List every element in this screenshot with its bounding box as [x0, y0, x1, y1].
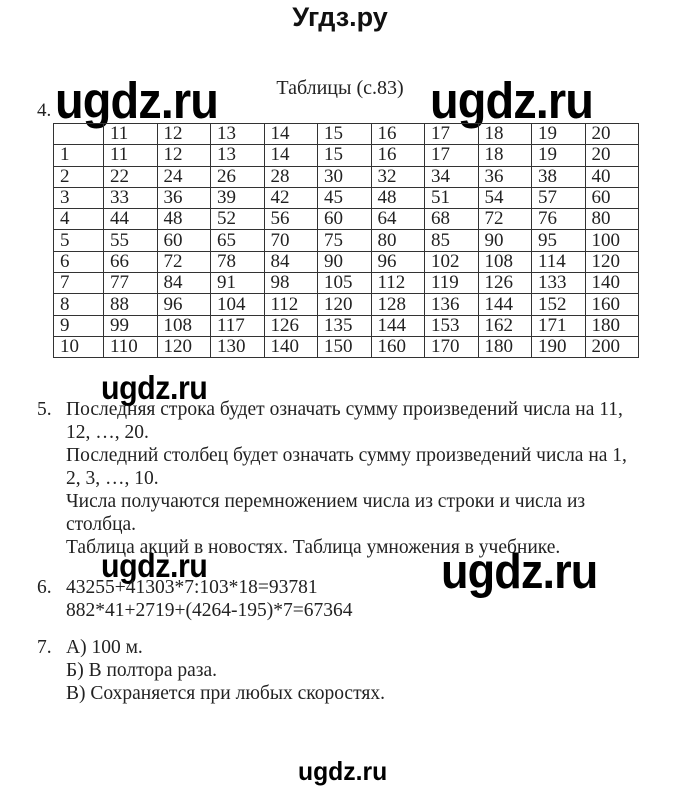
table-cell: 78: [211, 251, 265, 272]
table-row: [54, 209, 639, 230]
table-cell: 110: [104, 336, 158, 357]
table-header-row: [54, 124, 639, 145]
table-cell: 117: [211, 315, 265, 336]
watermark: ugdz.ru: [430, 72, 593, 129]
table-cell: 55: [104, 230, 158, 251]
row-label-cell: [54, 124, 104, 145]
task-5-line: Последний столбец будет означать сумму произведений числа на 1,: [66, 445, 627, 466]
table-row: [54, 273, 639, 294]
table-row: [54, 145, 639, 166]
table-cell: 57: [532, 187, 586, 208]
table-cell: 48: [157, 209, 211, 230]
row-label-cell: 10: [54, 336, 104, 357]
row-label-cell: 7: [54, 273, 104, 294]
table-cell: 16: [371, 145, 425, 166]
table-cell: 11: [104, 145, 158, 166]
row-label-cell: 8: [54, 294, 104, 315]
table-cell: 150: [318, 336, 372, 357]
table-cell: 60: [157, 230, 211, 251]
table-cell: 128: [371, 294, 425, 315]
watermark-footer: ugdz.ru: [298, 756, 388, 786]
table-cell: 100: [585, 230, 639, 251]
watermark: ugdz.ru: [101, 547, 208, 584]
task-5-line: Последняя строка будет означать сумму произведений числа на 11,: [66, 399, 623, 420]
table-cell: 66: [104, 251, 158, 272]
table-cell: 34: [425, 166, 479, 187]
task-4-number: 4.: [37, 100, 52, 121]
task-6-line: 43255+41303*7:103*18=93781: [66, 577, 318, 598]
table-cell: 135: [318, 315, 372, 336]
table-cell: 162: [478, 315, 532, 336]
multiplication-table: [53, 123, 639, 358]
table-cell: 72: [478, 209, 532, 230]
task-6-number: 6.: [37, 577, 52, 598]
table-row: [54, 294, 639, 315]
table-cell: 170: [425, 336, 479, 357]
section-title: Таблицы (с.83): [276, 77, 404, 99]
watermark: ugdz.ru: [55, 72, 218, 129]
table-cell: 105: [318, 273, 372, 294]
table-cell: 39: [211, 187, 265, 208]
table-cell: 26: [211, 166, 265, 187]
row-label-cell: 5: [54, 230, 104, 251]
table-cell: 15: [318, 124, 372, 145]
table-cell: 13: [211, 124, 265, 145]
table-cell: 75: [318, 230, 372, 251]
table-cell: 54: [478, 187, 532, 208]
table-cell: 51: [425, 187, 479, 208]
table-cell: 17: [425, 124, 479, 145]
table-cell: 200: [585, 336, 639, 357]
table-cell: 36: [478, 166, 532, 187]
table-cell: 36: [157, 187, 211, 208]
table-cell: 77: [104, 273, 158, 294]
table-cell: 160: [585, 294, 639, 315]
table-cell: 144: [371, 315, 425, 336]
table-cell: 44: [104, 209, 158, 230]
table-cell: 130: [211, 336, 265, 357]
table-cell: 102: [425, 251, 479, 272]
table-row: [54, 230, 639, 251]
table-cell: 85: [425, 230, 479, 251]
table-cell: 28: [264, 166, 318, 187]
table-cell: 180: [478, 336, 532, 357]
table-cell: 48: [371, 187, 425, 208]
table-cell: 153: [425, 315, 479, 336]
table-cell: 30: [318, 166, 372, 187]
task-5-line: Таблица акций в новостях. Таблица умножения в учебнике.: [66, 537, 561, 558]
table-cell: 60: [585, 187, 639, 208]
table-cell: 18: [478, 124, 532, 145]
table-cell: 180: [585, 315, 639, 336]
task-7-line: А) 100 м.: [66, 637, 143, 658]
table-cell: 80: [371, 230, 425, 251]
table-cell: 70: [264, 230, 318, 251]
row-label-cell: 1: [54, 145, 104, 166]
table-cell: 15: [318, 145, 372, 166]
table-cell: 120: [318, 294, 372, 315]
task-7-number: 7.: [37, 637, 52, 658]
table-cell: 91: [211, 273, 265, 294]
table-cell: 56: [264, 209, 318, 230]
watermark: ugdz.ru: [441, 545, 598, 599]
table-cell: 33: [104, 187, 158, 208]
table-cell: 108: [478, 251, 532, 272]
table-cell: 140: [585, 273, 639, 294]
table-cell: 38: [532, 166, 586, 187]
table-cell: 19: [532, 145, 586, 166]
table-cell: 119: [425, 273, 479, 294]
table-cell: 95: [532, 230, 586, 251]
table-cell: 96: [157, 294, 211, 315]
table-cell: 32: [371, 166, 425, 187]
table-cell: 42: [264, 187, 318, 208]
table-cell: 52: [211, 209, 265, 230]
table-cell: 90: [478, 230, 532, 251]
task-6-text: [66, 576, 352, 622]
table-cell: 80: [585, 209, 639, 230]
table-cell: 65: [211, 230, 265, 251]
table-cell: 19: [532, 124, 586, 145]
row-label-cell: 3: [54, 187, 104, 208]
site-header-title: Угдз.ру: [292, 2, 388, 32]
table-cell: 190: [532, 336, 586, 357]
table-cell: 24: [157, 166, 211, 187]
table-cell: 40: [585, 166, 639, 187]
table-cell: 76: [532, 209, 586, 230]
table-cell: 126: [264, 315, 318, 336]
table-cell: 45: [318, 187, 372, 208]
table-cell: 152: [532, 294, 586, 315]
table-cell: 99: [104, 315, 158, 336]
table-cell: 14: [264, 145, 318, 166]
table-cell: 13: [211, 145, 265, 166]
table-cell: 12: [157, 145, 211, 166]
task-5-line: 2, 3, …, 10.: [66, 468, 159, 489]
table-cell: 60: [318, 209, 372, 230]
watermark: ugdz.ru: [101, 369, 208, 406]
table-cell: 11: [104, 124, 158, 145]
table-cell: 64: [371, 209, 425, 230]
table-cell: 112: [371, 273, 425, 294]
table-cell: 112: [264, 294, 318, 315]
task-5-line: Числа получаются перемножением числа из строки и числа из: [66, 491, 586, 512]
table-cell: 114: [532, 251, 586, 272]
table-row: [54, 336, 639, 357]
table-row: [54, 166, 639, 187]
task-7-line: Б) В полтора раза.: [66, 660, 218, 681]
row-label-cell: 2: [54, 166, 104, 187]
table-cell: 120: [157, 336, 211, 357]
table-cell: 144: [478, 294, 532, 315]
table-cell: 160: [371, 336, 425, 357]
table-cell: 133: [532, 273, 586, 294]
table-cell: 20: [585, 145, 639, 166]
table-cell: 12: [157, 124, 211, 145]
table-cell: 84: [264, 251, 318, 272]
table-cell: 20: [585, 124, 639, 145]
table-cell: 90: [318, 251, 372, 272]
task-5-line: столбца.: [66, 514, 137, 535]
table-cell: 171: [532, 315, 586, 336]
table-cell: 140: [264, 336, 318, 357]
task-7-text: [66, 636, 385, 705]
task-5-line: 12, …, 20.: [66, 422, 149, 443]
table-row: [54, 315, 639, 336]
task-7-line: В) Сохраняется при любых скоростях.: [66, 683, 385, 704]
table-cell: 98: [264, 273, 318, 294]
task-5-text: [66, 398, 627, 559]
row-label-cell: 4: [54, 209, 104, 230]
row-label-cell: 6: [54, 251, 104, 272]
table-cell: 126: [478, 273, 532, 294]
row-label-cell: 9: [54, 315, 104, 336]
table-cell: 120: [585, 251, 639, 272]
table-cell: 72: [157, 251, 211, 272]
table-cell: 68: [425, 209, 479, 230]
table-cell: 108: [157, 315, 211, 336]
table-row: [54, 187, 639, 208]
table-cell: 18: [478, 145, 532, 166]
table-cell: 136: [425, 294, 479, 315]
table-row: [54, 251, 639, 272]
task-6-line: 882*41+2719+(4264-195)*7=67364: [66, 600, 353, 621]
table-cell: 14: [264, 124, 318, 145]
table-cell: 96: [371, 251, 425, 272]
table-cell: 84: [157, 273, 211, 294]
table-cell: 22: [104, 166, 158, 187]
table-cell: 88: [104, 294, 158, 315]
table-cell: 16: [371, 124, 425, 145]
task-5-number: 5.: [37, 399, 52, 420]
table-cell: 17: [425, 145, 479, 166]
table-cell: 104: [211, 294, 265, 315]
